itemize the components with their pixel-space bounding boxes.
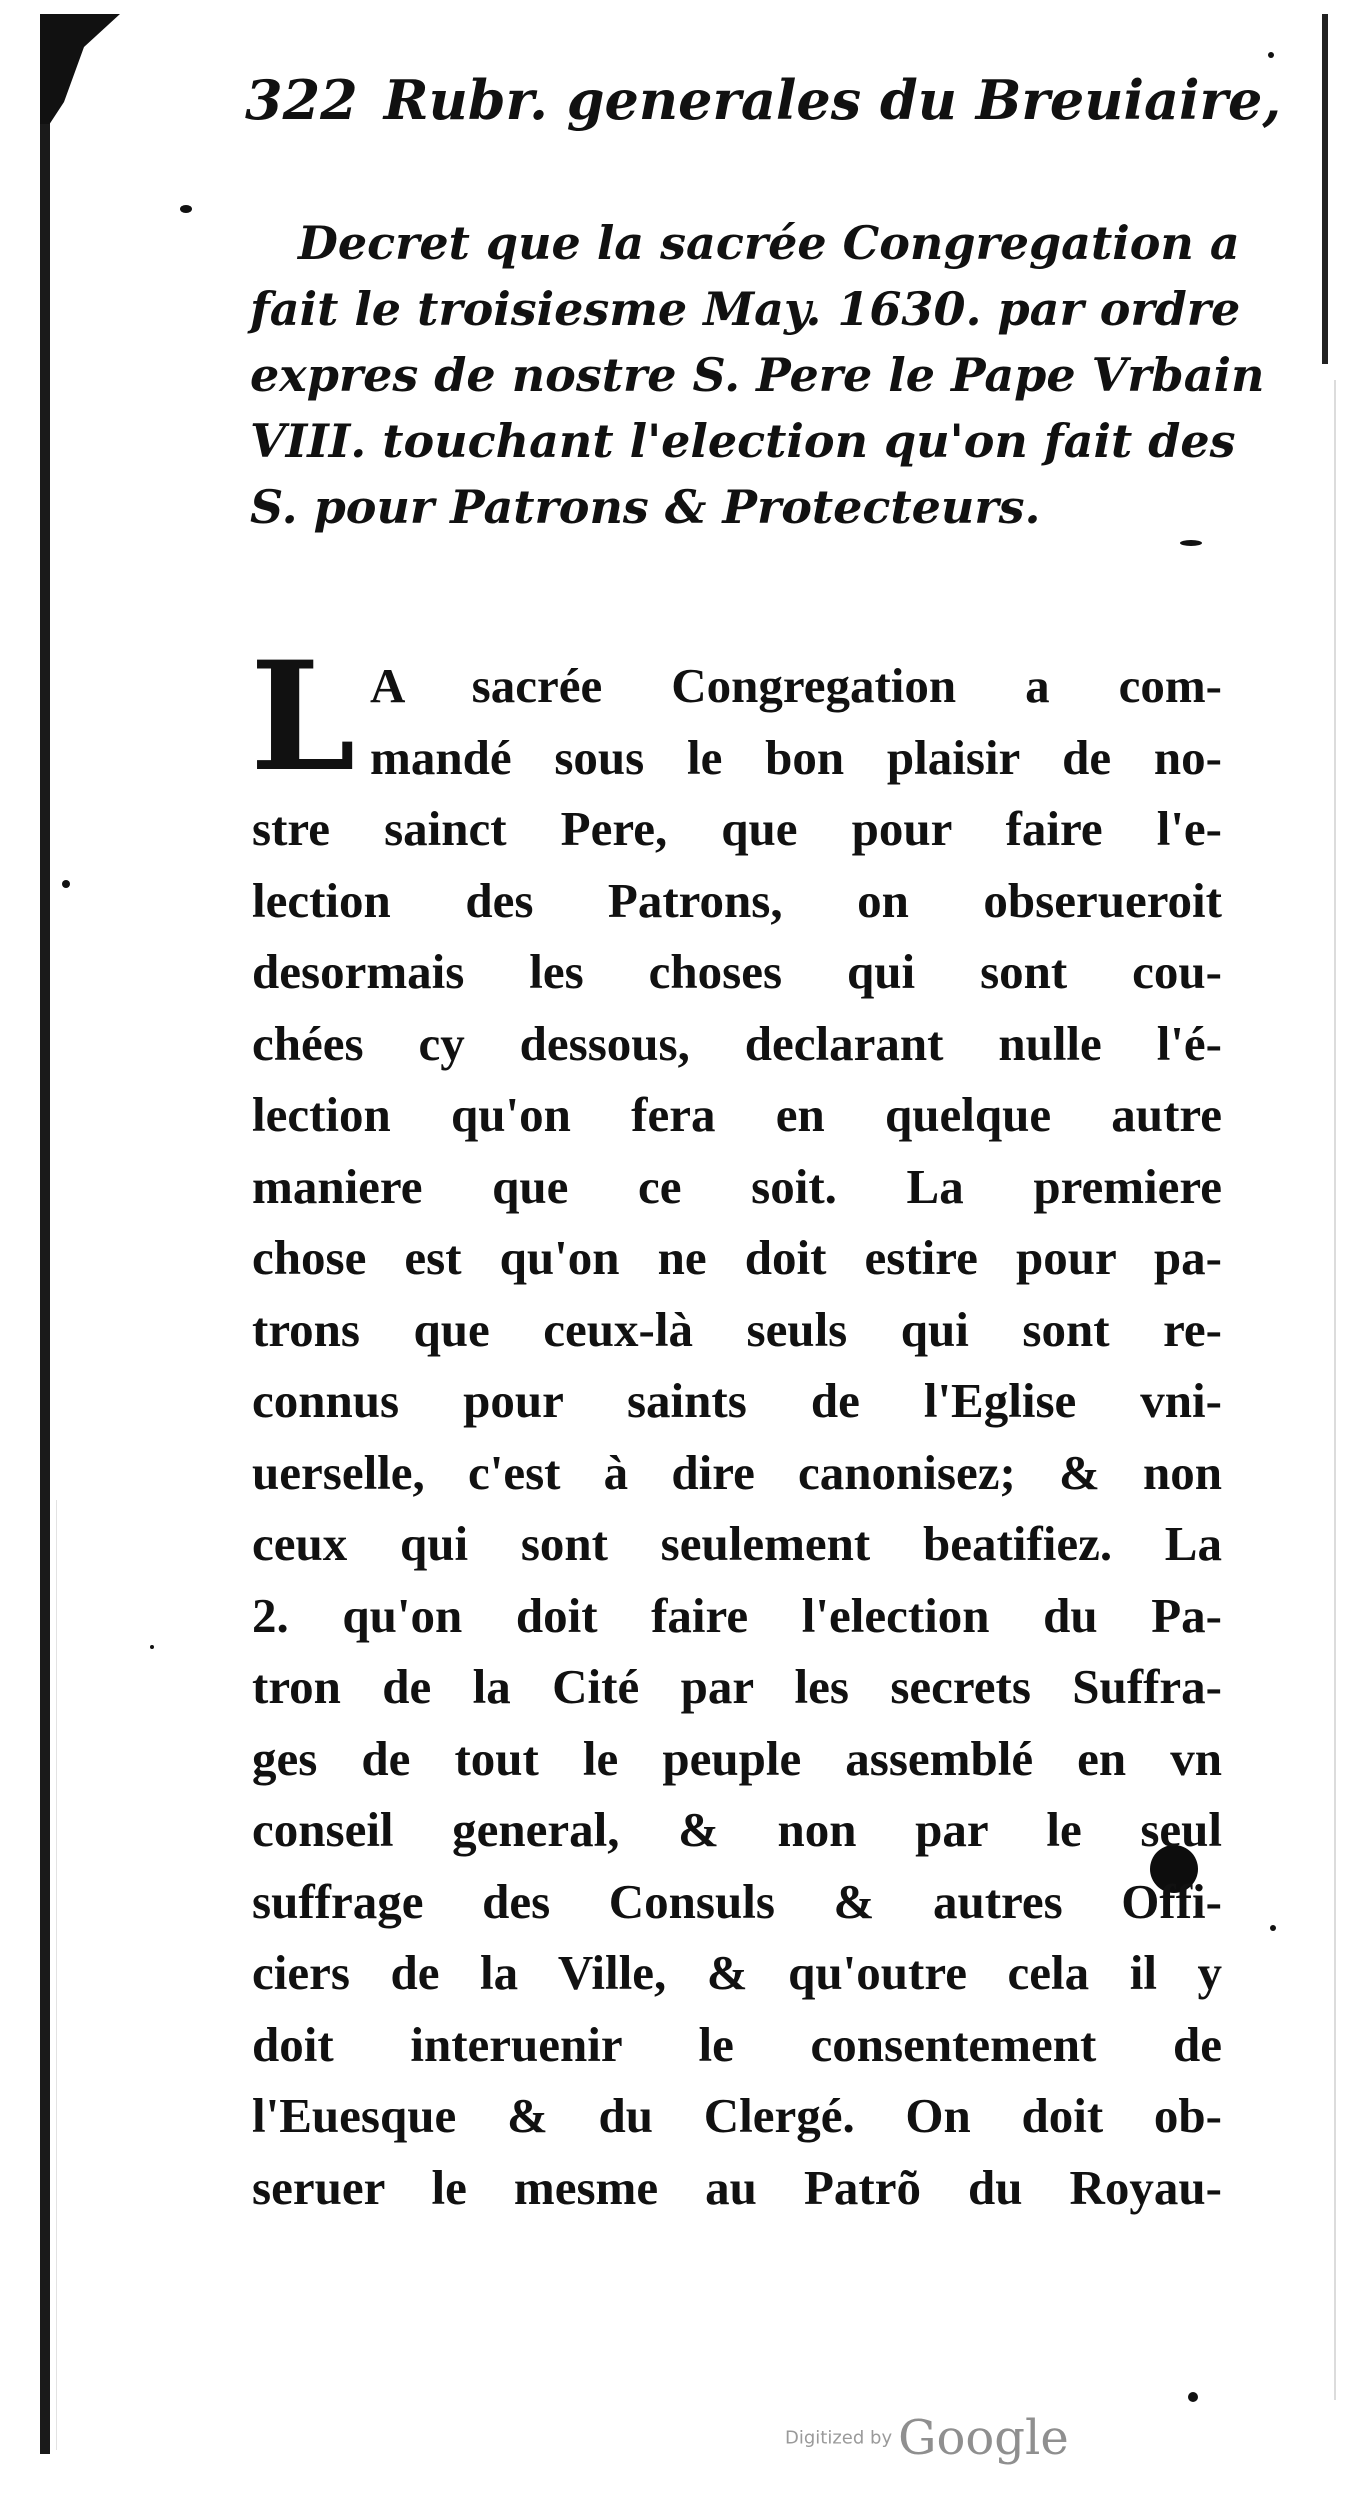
body-line: maniere que ce soit. La premiere [252,1158,1222,1214]
ink-speck [150,1645,154,1649]
scan-left-edge-faint [56,1500,57,2450]
body-line: ges de tout le peuple assemblé en vn [252,1730,1222,1786]
ink-speck [1180,540,1202,546]
decree-line: VIII. touchant l'election qu'on fait des [250,414,1236,468]
body-line: tron de la Cité par les secrets Suffra- [252,1659,1222,1714]
body-line: doit interuenir le consentement de [252,2016,1222,2072]
running-head [245,68,1282,132]
body-line: ceux qui sont seulement beatifiez. La [252,1516,1222,1571]
body-line: lection des Patrons, on obserueroit [252,872,1222,928]
decree-line: S. pour Patrons & Protecteurs. [250,480,1041,534]
ink-speck [1188,2392,1198,2402]
body-line: lection qu'on fera en quelque autre [252,1087,1222,1142]
body-line: conseil general, & non par le seul [252,1802,1222,1857]
running-title: Rubr. generales du Breuiaire, [383,68,1282,132]
body-line: chées cy dessous, declarant nulle l'é- [252,1015,1222,1071]
ink-speck [62,880,70,888]
scan-corner-blot [40,14,120,124]
body-line: uerselle, c'est à dire canonisez; & non [252,1444,1222,1500]
decree-line: Decret que la sacrée Congregation a [298,216,1240,270]
ink-speck [1268,52,1274,58]
ink-speck [1270,1925,1276,1931]
google-logo: Google [898,2410,1069,2466]
decree-line: fait le troisiesme May. 1630. par ordre [250,282,1241,336]
body-line: desormais les choses qui sont cou- [252,944,1222,999]
scan-left-edge [40,14,50,2454]
scan-right-edge-faint [1334,380,1336,2400]
body-line: suffrage des Consuls & autres Offi- [252,1873,1222,1929]
digitized-by-google-watermark [785,2410,1069,2466]
page-number: 322 [245,68,358,132]
body-line: A sacrée Congregation a com- [370,658,1222,713]
body-line: trons que ceux-là seuls qui sont re- [252,1301,1222,1357]
scan-right-edge [1322,14,1328,364]
body-line: mandé sous le bon plaisir de no- [370,729,1222,785]
digitized-by-label: Digitized by [785,2427,893,2449]
body-line: chose est qu'on ne doit estire pour pa- [252,1230,1222,1285]
body-paragraph [250,629,1222,2223]
decree-line: expres de nostre S. Pere le Pape Vrbain [250,348,1265,402]
body-line: 2. qu'on doit faire l'election du Pa- [252,1587,1222,1643]
body-line: l'Euesque & du Clergé. On doit ob- [252,2088,1222,2143]
body-line: seruer le mesme au Patrõ du Royau- [252,2159,1222,2215]
ink-speck [180,205,192,213]
body-line: stre sainct Pere, que pour faire l'e- [252,801,1222,856]
body-line: connus pour saints de l'Eglise vni- [252,1373,1222,1428]
decree-heading [250,210,1265,540]
body-line: ciers de la Ville, & qu'outre cela il y [252,1945,1222,2000]
drop-cap: L [250,629,356,805]
